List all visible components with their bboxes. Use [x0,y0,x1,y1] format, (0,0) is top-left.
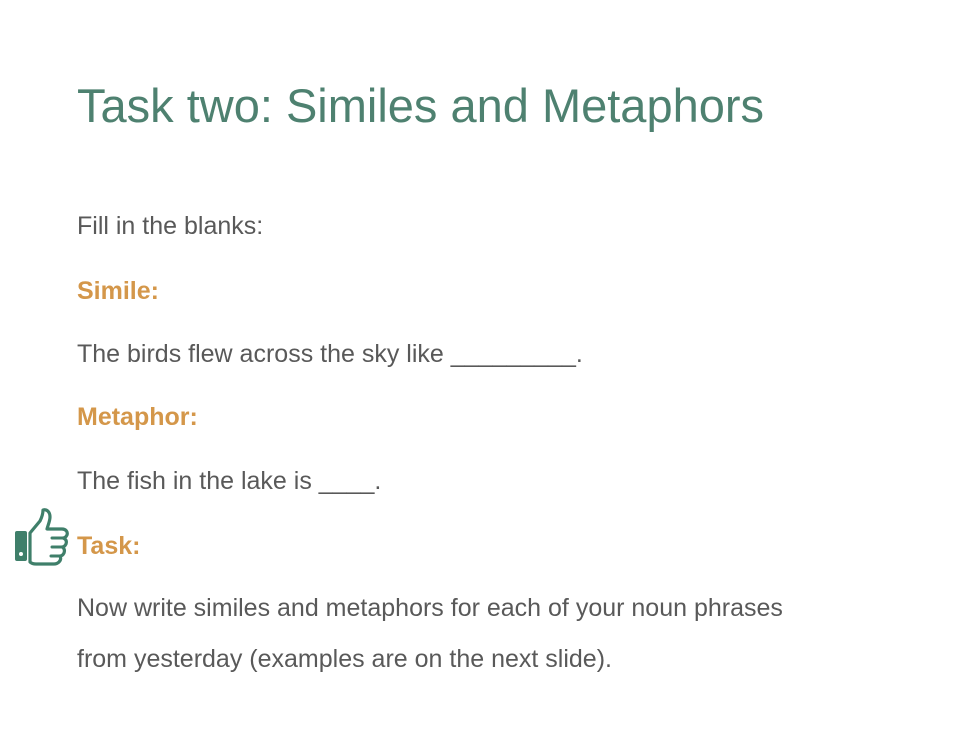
metaphor-sentence: The fish in the lake is ____. [77,467,382,495]
instructions-text: Fill in the blanks: [77,212,264,240]
task-text-line-2: from yesterday (examples are on the next slide). [77,645,612,673]
thumbs-up-icon [12,507,70,567]
slide-title: Task two: Similes and Metaphors [77,79,765,132]
task-text-line-1: Now write similes and metaphors for each of your noun phrases [77,594,783,622]
simile-sentence: The birds flew across the sky like _________. [77,340,583,368]
simile-heading: Simile: [77,277,159,305]
metaphor-heading: Metaphor: [77,403,198,431]
task-heading: Task: [77,532,141,560]
